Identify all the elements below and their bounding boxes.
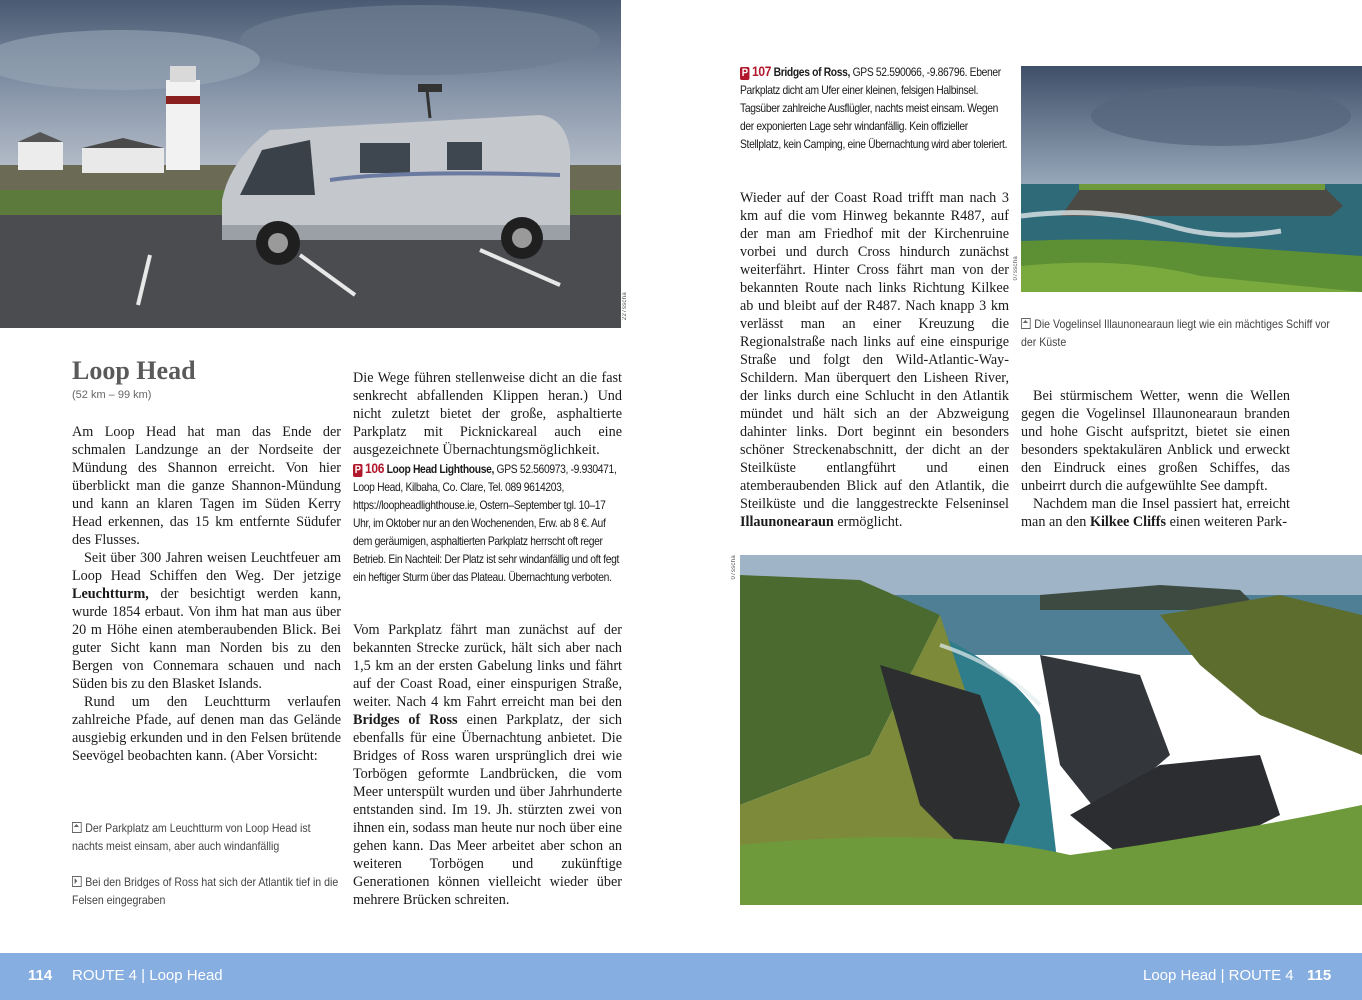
caption-text: Der Parkplatz am Leuchtturm von Loop Head ist nachts meist einsam, aber auch windanfällig [72, 821, 311, 853]
caption-text: Die Vogelinsel Illaunonearaun liegt wie ein mächtiges Schiff vor der Küste [1021, 317, 1330, 349]
paragraph: Am Loop Head hat man das Ende der schmalen Landzunge an der Nordseite der Mündung des Shannon erreicht. Von hier überblickt man die ganze Shannon-Mündung und kann an klaren Tagen im Süden Kerry Head erkennen, das 15 km entfernte Südufer des Flusses. [72, 424, 341, 548]
text-run: der besichtigt werden kann, wurde 1854 erbaut. Von ihm hat man aus über 20 m Höhe einen atemberaubenden Blick. Bei guter Sicht kann man Norden bis zu den Bergen von Connemara schauen und nach Süden bis zu den Blasket Islands. [72, 586, 341, 692]
column-1-text [72, 423, 341, 765]
text-run: einen weiteren Park- [1166, 514, 1287, 530]
parking-number: 106 [364, 460, 385, 476]
parking-icon: P [741, 67, 748, 79]
parking-details: GPS 52.590066, -9.86796. Ebener Parkplatz dicht am Ufer einer kleinen, felsigen Halbinsel. Tagsüber zahlreiche Ausflügler, nachts meist einsam. Wegen der exponierten Lage sehr windanfällig. Kein offizieller Stellplatz, kein Camping, eine Übernachtung wird aber toleriert. [740, 65, 1008, 151]
paragraph: Die Wege führen stellenweise dicht an die fast senkrecht abfallenden Klippen heran.) Und nicht zuletzt bietet der große, asphaltierte Parkplatz mit Picknickareal auch eine ausgezeichnete Übernachtungsmöglichkeit. [353, 370, 622, 458]
paragraph: Bei stürmischem Wetter, wenn die Wellen gegen die Vogelinsel Illaunonearaun branden und hohe Gischt aufspritzt, bietet sie einen besonders spektakulären Anblick und erweckt den Eindruck eines großen Schiffes, das unbeirrt durch die aufgewühlte See dampft. [1021, 388, 1290, 494]
photo-camper-van-lighthouse [0, 0, 621, 328]
caption-arrow-right-icon [72, 876, 82, 887]
paragraph [353, 621, 622, 909]
parking-entry-106 [353, 459, 620, 586]
photo-island-illaunonearaun [1021, 66, 1362, 292]
paragraph [1021, 495, 1290, 531]
photo-credit-van: 227sscha [622, 292, 628, 321]
running-head-right: Loop Head | ROUTE 4 [1143, 967, 1294, 984]
parking-name: Bridges of Ross, [773, 65, 851, 79]
caption-text: Bei den Bridges of Ross hat sich der Atlantik tief in die Felsen eingegraben [72, 875, 339, 907]
photo-credit-island: 07sscha [1013, 256, 1019, 281]
text-run: Vom Parkplatz fährt man zunächst auf der bekannten Strecke zurück, hält sich aber nach 1,5 km an der ersten Gabelung links und fährt auf der Coast Road, einer einspurigen Straße, weiter. Nach 4 km Fahrt erreicht man bei den [353, 622, 622, 710]
photo-credit-cliffs: 07sscha [731, 555, 737, 580]
column-4-text [1021, 387, 1290, 531]
parking-number: 107 [751, 63, 772, 79]
text-run: einen Parkplatz, der sich ebenfalls für eine Übernachtung anbietet. Die Bridges of Ross waren ursprünglich drei wie Torbögen geformte Landbrücken, die vom Meer unterspült wurden und über Jahrhunderte entstanden sind. Im 19. Jh. stürzten zwei von ihnen ein, sodass man heute nur noch über eine gehen kann. Das Meer arbeitet aber schon an weiteren Torbögen und zukünftige Generationen können vielleicht wieder über mehrere Brücken schreiten. [353, 712, 622, 908]
text-run: Seit über 300 Jahren weisen Leuchtfeuer am Loop Head Schiffen den Weg. Der jetzige [72, 550, 341, 584]
paragraph [72, 549, 341, 693]
caption-bridges-of-ross [72, 873, 340, 909]
section-title: Loop Head [72, 356, 196, 385]
photo-bridges-of-ross-cliffs [740, 555, 1362, 905]
paragraph: Rund um den Leuchtturm verlaufen zahlreiche Pfade, auf denen man das Gelände ausgiebig erkunden und in den Felsen brütende Seevögel beobachten kann. (Aber Vorsicht: [72, 694, 341, 764]
text-run: ermöglicht. [833, 514, 903, 530]
parking-details: GPS 52.560973, -9.930471, Loop Head, Kilbaha, Co. Clare, Tel. 089 9614203, https://loopheadlighthouse.ie, Ostern–September tgl. 10–17 Uhr, im Oktober nur an den Wochenenden, Erw. ab 8 €. Auf dem geräumigen, asphaltierten Parkplatz herrscht oft reger Betrieb. Ein Nachteil: Der Platz ist sehr windanfällig und oft fegt ein heftiger Sturm über das Plateau. Übernachtung verboten. [353, 462, 620, 584]
bold-term-illaunonearaun: Illaunonearaun [740, 514, 834, 530]
column-3-text [740, 189, 1009, 531]
text-run: Nachdem man die Insel passiert hat, erreicht man an den [1021, 496, 1290, 530]
paragraph [740, 189, 1009, 531]
column-2-text-bottom [353, 621, 622, 909]
column-2-text-top [353, 369, 622, 459]
bold-term-bridges-of-ross: Bridges of Ross [353, 712, 458, 728]
page-number-left: 114 [28, 967, 53, 984]
caption-parking-lighthouse [72, 819, 340, 855]
caption-arrow-up-icon [1021, 318, 1031, 329]
parking-entry-107 [740, 62, 1011, 153]
caption-arrow-up-icon [72, 822, 82, 833]
page-number-right: 115 [1307, 967, 1332, 984]
parking-name: Loop Head Lighthouse, [386, 462, 495, 476]
bold-term-kilkee-cliffs: Kilkee Cliffs [1089, 514, 1167, 530]
text-run: Wieder auf der Coast Road trifft man nach 3 km auf die vom Hinweg bekannte R487, auf der man am Friedhof mit der Kirchenruine vorbei und durch Cross hindurch zunächst weiterfährt. Hinter Cross fährt man von der bekannten Route nach links Richtung Kilkee ab und bleibt auf der R487. Nach knapp 3 km verlässt man an einer Kreuzung die Regionalstraße nach links auf eine einspurige Straße und folgt den Wild-Atlantic-Way-Schildern. Man überquert den Lisheen River, der links durch eine Schlucht in den Atlantik mündet und hält sich an der Abzweigung dahinter links. Dort beginnt ein besonders schöner Streckenabschnitt, der dicht an der Steilküste entlangführt und einen atemberaubenden Blick auf den Atlantik, die Steilküste und die langgestreckte Felseninsel [740, 190, 1009, 512]
page-footer [0, 953, 1362, 1000]
caption-island [1021, 315, 1333, 351]
parking-icon: P [354, 464, 361, 476]
bold-term-leuchtturm: Leuchtturm, [72, 586, 149, 602]
section-subtitle: (52 km – 99 km) [72, 389, 152, 401]
running-head-left: ROUTE 4 | Loop Head [72, 967, 223, 984]
